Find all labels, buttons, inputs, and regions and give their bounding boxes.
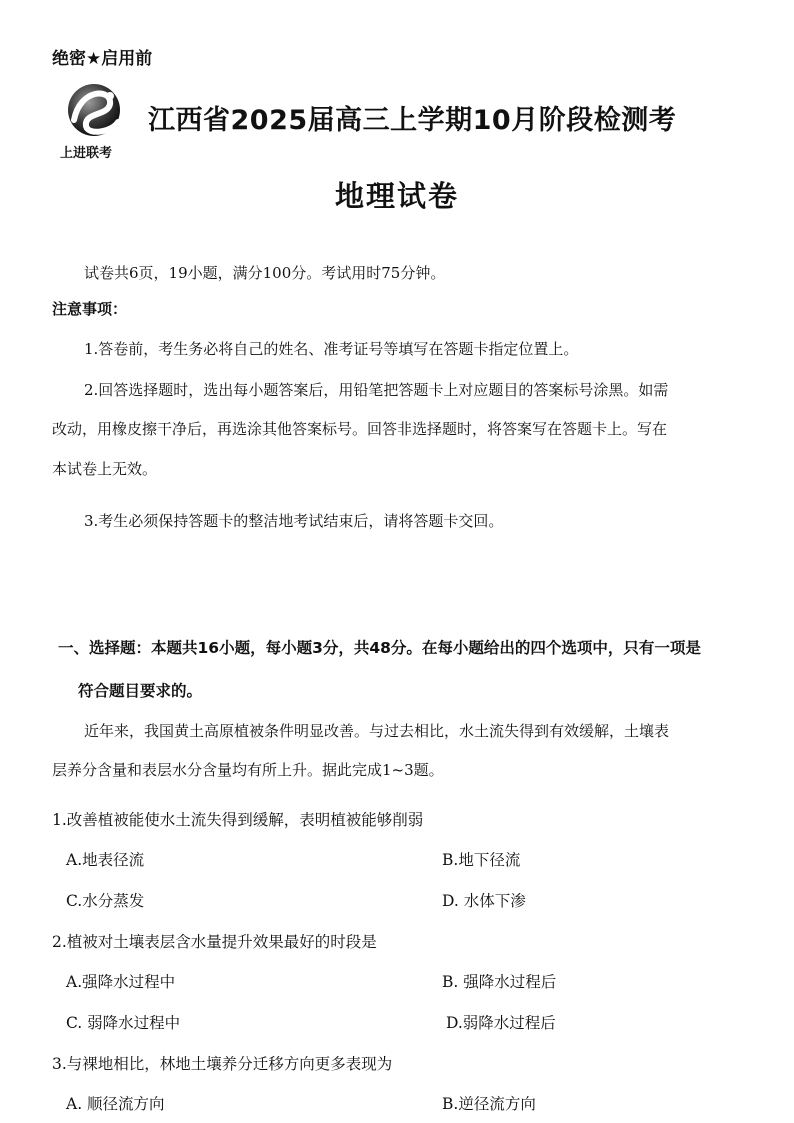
question-2-option-c: C. 弱降水过程中 — [66, 1014, 181, 1032]
notice-item-2-line-3: 本试卷上无效。 — [52, 460, 158, 478]
question-1-stem: 1.改善植被能使水土流失得到缓解，表明植被能够削弱 — [52, 811, 424, 829]
question-1-option-a: A.地表径流 — [66, 851, 145, 869]
notice-item-2-line-2: 改动，用橡皮擦干净后，再选涂其他答案标号。回答非选择题时，将答案写在答题卡上。写在 — [52, 420, 668, 438]
question-2-option-d: D.弱降水过程后 — [446, 1014, 556, 1032]
question-3-option-a: A. 顺径流方向 — [66, 1095, 165, 1113]
section-heading-line-1: 一、选择题：本题共16小题，每小题3分，共48分。在每小题给出的四个选项中，只有一项是 — [58, 639, 701, 657]
exam-intro: 试卷共6页，19小题，满分100分。考试用时75分钟。 — [84, 264, 446, 282]
passage-line-1: 近年来，我国黄土高原植被条件明显改善。与过去相比，水土流失得到有效缓解，土壤表 — [84, 722, 670, 740]
question-1-option-b: B.地下径流 — [442, 851, 521, 869]
question-2-stem: 2.植被对土壤表层含水量提升效果最好的时段是 — [52, 933, 377, 951]
question-1-option-d: D. 水体下渗 — [442, 892, 526, 910]
question-3-option-b: B.逆径流方向 — [442, 1095, 536, 1113]
notice-item-3: 3.考生必须保持答题卡的整洁地考试结束后，请将答题卡交回。 — [84, 512, 504, 530]
passage-line-2: 层养分含量和表层水分含量均有所上升。据此完成1~3题。 — [52, 761, 444, 779]
notice-item-1: 1.答卷前，考生务必将自己的姓名、准考证号等填写在答题卡指定位置上。 — [84, 340, 579, 358]
exam-subject: 地理试卷 — [334, 179, 459, 213]
question-1-option-c: C.水分蒸发 — [66, 892, 145, 910]
question-3-stem: 3.与裸地相比，林地土壤养分迁移方向更多表现为 — [52, 1055, 393, 1073]
notice-heading: 注意事项： — [52, 300, 128, 318]
notice-item-2-line-1: 2.回答选择题时，选出每小题答案后，用铅笔把答题卡上对应题目的答案标号涂黑。如需 — [84, 381, 669, 399]
question-2-option-b: B. 强降水过程后 — [442, 973, 557, 991]
confidential-label: 绝密★启用前 — [52, 49, 153, 69]
question-2-option-a: A.强降水过程中 — [66, 973, 176, 991]
exam-title: 江西省2025届高三上学期10月阶段检测考 — [148, 105, 677, 136]
logo-text: 上进联考 — [60, 146, 113, 161]
section-heading-line-2: 符合题目要求的。 — [78, 682, 203, 700]
exam-logo — [60, 82, 132, 166]
